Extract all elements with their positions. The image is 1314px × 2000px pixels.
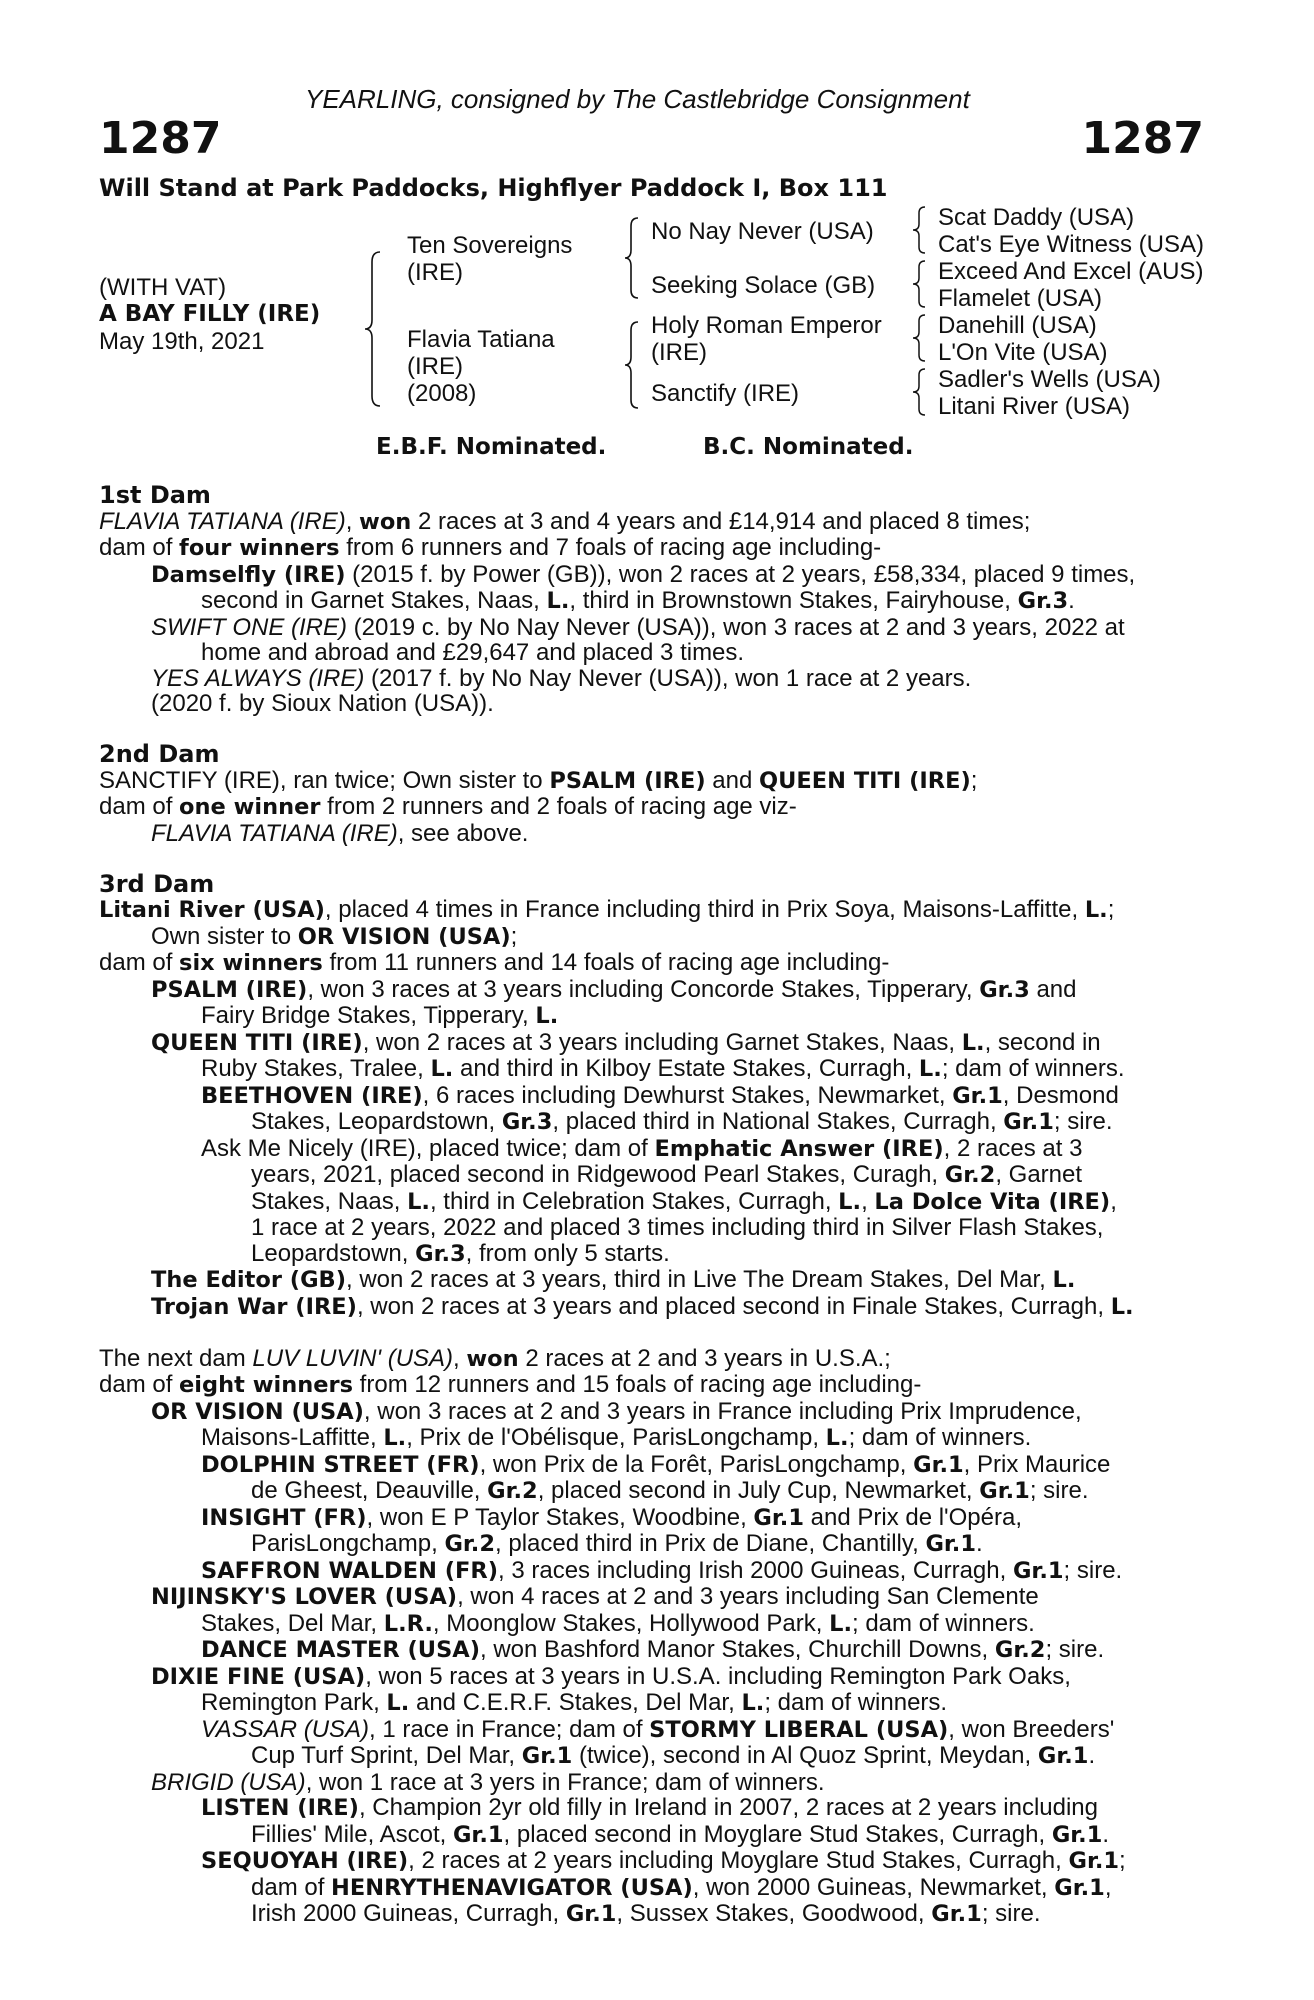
bc-nomination: B.C. Nominated. [703, 434, 914, 460]
bold-run: eight winners [179, 1372, 354, 1398]
text-run: Fillies' Mile, Ascot, [251, 1820, 453, 1848]
text-run: Fairy Bridge Stakes, Tipperary, [201, 1002, 536, 1029]
text-run: , [345, 507, 360, 535]
text-run: , Prix de l'Obélisque, ParisLongchamp, [406, 1424, 826, 1451]
bold-run: SEQUOYAH (IRE) [201, 1848, 409, 1874]
bold-run: won [466, 1345, 519, 1372]
italic-run: LUV LUVIN' (USA) [252, 1344, 454, 1372]
text-run: years, 2021, placed second in Ridgewood Pearl Stakes, Curagh, [251, 1161, 945, 1188]
bold-run: L. [918, 1056, 942, 1082]
text-run: ParisLongchamp, [251, 1530, 445, 1557]
text-run: ; dam of winners. [848, 1424, 1032, 1451]
text-run: , [1104, 1873, 1112, 1901]
text-run: , from only 5 starts. [465, 1239, 670, 1267]
text-line [99, 691, 1205, 717]
sire-name: Ten Sovereigns [407, 232, 573, 259]
text-run: , Champion 2yr old filly in Ireland in 2007, 2 races at 2 years including [358, 1794, 1099, 1821]
bold-run: Gr.2 [444, 1531, 496, 1557]
bold-run: NIJINSKY'S LOVER (USA) [151, 1584, 458, 1610]
bold-run: Gr.3 [501, 1109, 553, 1135]
bold-run: L. [825, 1425, 849, 1451]
text-run: , won Breeders' [948, 1715, 1115, 1743]
text-run: , placed third in Prix de Diane, Chantilly, [495, 1530, 926, 1557]
text-run: (2020 f. by Sioux Nation (USA)). [151, 690, 494, 717]
pedigree-brace [624, 216, 642, 300]
text-run: ; dam of winners. [852, 1609, 1035, 1637]
text-run: , placed second in July Cup, Newmarket, [537, 1477, 980, 1504]
vat-note: (WITH VAT) [99, 274, 227, 301]
text-run: 1 race at 2 years, 2022 and placed 3 times including third in Silver Flash Stakes, [251, 1214, 1104, 1241]
text-run: , third in Brownstown Stakes, Fairyhouse, [569, 587, 1018, 614]
text-run: Cup Turf Sprint, Del Mar, [251, 1742, 522, 1769]
text-run: , Prix Maurice [963, 1450, 1111, 1478]
text-run: dam of [99, 1371, 180, 1398]
text-run: , 2 races at 2 years including Moyglare Stud Stakes, Curragh, [408, 1847, 1069, 1874]
text-run: Irish 2000 Guineas, Curragh, [251, 1900, 566, 1927]
pedigree-brace [624, 320, 642, 410]
text-line [99, 1030, 1205, 1057]
bold-run: Gr.1 [1068, 1848, 1120, 1874]
bold-run: Gr.1 [1037, 1743, 1089, 1769]
ggp-8: Litani River (USA) [938, 393, 1131, 420]
bold-run: L. [407, 1188, 430, 1215]
bold-run: QUEEN TITI (IRE) [759, 767, 971, 794]
text-line [99, 1558, 1205, 1585]
text-run: ; sire. [981, 1900, 1041, 1927]
bold-run: Gr.1 [979, 1478, 1030, 1504]
text-run: . [1088, 1742, 1096, 1769]
text-line [99, 1294, 1205, 1321]
bold-run: L. [546, 588, 570, 614]
text-line [99, 1452, 1205, 1479]
text-line [99, 588, 1205, 615]
text-line [99, 1531, 1205, 1558]
bold-run: six winners [179, 950, 323, 976]
text-run: ; [1107, 896, 1115, 923]
text-run: dam of [99, 793, 180, 820]
text-run: , 3 races including Irish 2000 Guineas, Curragh, [498, 1556, 1013, 1584]
text-run: , 2 races at 3 [943, 1134, 1083, 1162]
text-line [99, 768, 1205, 795]
text-line [99, 1136, 1205, 1163]
bold-run: Emphatic Answer (IRE) [654, 1135, 944, 1162]
text-run: ; sire. [1063, 1556, 1123, 1584]
bold-run: Gr.1 [925, 1531, 977, 1557]
bold-run: Gr.1 [1051, 1821, 1103, 1848]
text-run: 2 races at 2 and 3 years in U.S.A.; [518, 1344, 891, 1372]
text-line [99, 1848, 1205, 1875]
text-run: SANCTIFY (IRE), ran twice; Own sister to [99, 766, 550, 794]
text-run: dam of [251, 1873, 332, 1901]
text-run: , see above. [397, 819, 529, 847]
bold-run: L. [1084, 897, 1108, 923]
bold-run: one winner [179, 794, 321, 820]
text-run: , Moonglow Stakes, Hollywood Park, [432, 1609, 830, 1637]
text-run: , 1 race in France; dam of [369, 1715, 650, 1743]
text-line [99, 1690, 1205, 1717]
text-run: from 12 runners and 15 foals of racing age including- [353, 1371, 922, 1398]
text-run: ; sire. [1045, 1636, 1105, 1663]
text-line [99, 897, 1205, 924]
text-line [99, 1372, 1205, 1399]
text-line [99, 1425, 1205, 1452]
bold-run: Gr.2 [994, 1637, 1046, 1663]
text-run: , won 5 races at 3 years in U.S.A. including Remington Park Oaks, [365, 1662, 1071, 1690]
sire-sire: No Nay Never (USA) [651, 218, 874, 245]
bold-run: L. [430, 1056, 454, 1082]
bold-run: PSALM (IRE) [549, 767, 706, 794]
text-run: Ruby Stakes, Tralee, [201, 1055, 431, 1082]
text-line [99, 1189, 1205, 1216]
bold-run: L. [829, 1610, 852, 1637]
bold-run: Gr.1 [1003, 1109, 1054, 1135]
ggp-4: Flamelet (USA) [938, 285, 1103, 312]
italic-run: VASSAR (USA) [201, 1715, 370, 1743]
italic-run: FLAVIA TATIANA (IRE) [99, 507, 346, 535]
text-line [99, 1003, 1205, 1030]
pedigree-brace [912, 313, 928, 363]
text-run: Stakes, Del Mar, [201, 1609, 384, 1637]
pedigree-brace [912, 259, 928, 309]
text-line [99, 821, 1205, 847]
text-run: , Desmond [1002, 1081, 1119, 1109]
sire-dam: Seeking Solace (GB) [651, 272, 876, 299]
bold-run: L. [1110, 1293, 1134, 1320]
bold-run: Gr.2 [944, 1162, 996, 1188]
text-line [99, 640, 1205, 666]
text-line [99, 977, 1205, 1004]
text-run: , won 2 races at 3 years and placed second in Finale Stakes, Curragh, [356, 1292, 1111, 1320]
text-line [99, 562, 1205, 589]
bold-run: SAFFRON WALDEN (FR) [201, 1557, 499, 1584]
bold-run: Gr.1 [565, 1901, 617, 1927]
bold-run: L. [741, 1690, 765, 1716]
text-run: , [453, 1344, 467, 1372]
text-line [99, 1664, 1205, 1691]
next-dam-text [99, 1346, 1205, 1928]
produce-record [99, 483, 1205, 1928]
bold-run: Gr.2 [487, 1478, 538, 1504]
bold-run: La Dolce Vita (IRE) [874, 1188, 1111, 1215]
bold-run: LISTEN (IRE) [201, 1795, 359, 1821]
text-line [99, 1399, 1205, 1426]
text-run: Own sister to [151, 922, 298, 950]
bold-run: QUEEN TITI (IRE) [151, 1029, 363, 1056]
bold-run: Gr.3 [979, 976, 1030, 1003]
text-run: ; sire. [1053, 1108, 1113, 1135]
bold-run: PSALM (IRE) [151, 976, 308, 1003]
text-run: Leopardstown, [251, 1239, 416, 1267]
dam-foal-year: (2008) [407, 380, 477, 407]
text-run: Ask Me Nicely (IRE), placed twice; dam of [201, 1134, 655, 1162]
text-line [99, 1743, 1205, 1770]
text-run: , won 3 races at 3 years including Concorde Stakes, Tipperary, [307, 975, 980, 1003]
text-line [99, 1056, 1205, 1083]
second-dam-heading: 2nd Dam [99, 740, 220, 768]
pedigree-brace [364, 250, 386, 408]
bold-run: OR VISION (USA) [151, 1398, 364, 1425]
bold-run: Damselfly (IRE) [151, 561, 346, 588]
text-run: . [1102, 1820, 1110, 1848]
text-run: , won Bashford Manor Stakes, Churchill Downs, [479, 1636, 995, 1663]
text-run: , won Prix de la Forêt, ParisLongchamp, [479, 1450, 914, 1478]
sire-country: (IRE) [407, 259, 463, 286]
bold-run: Litani River (USA) [99, 897, 325, 923]
italic-run: YES ALWAYS (IRE) [151, 664, 365, 692]
bold-run: BEETHOVEN (IRE) [201, 1082, 423, 1109]
text-line [99, 1109, 1205, 1136]
text-run: , won 2000 Guineas, Newmarket, [692, 1873, 1055, 1901]
ggp-6: L'On Vite (USA) [938, 339, 1108, 366]
text-line [99, 1083, 1205, 1110]
text-run: , second in [984, 1028, 1101, 1056]
text-line [99, 1875, 1205, 1902]
bold-run: OR VISION (USA) [297, 923, 511, 950]
text-run: (2017 f. by No Nay Never (USA)), won 1 race at 2 years. [364, 664, 972, 692]
bold-run: L. [535, 1003, 559, 1029]
text-run: ; [1119, 1847, 1126, 1874]
text-line [99, 509, 1205, 536]
text-run: and third in Kilboy Estate Stakes, Curragh, [453, 1055, 919, 1082]
text-line [99, 1822, 1205, 1849]
text-run: ; [510, 922, 518, 950]
text-run: , placed 4 times in France including third in Prix Soya, Maisons-Laffitte, [324, 896, 1085, 923]
stabling-location: Will Stand at Park Paddocks, Highflyer Paddock I, Box 111 [99, 174, 888, 202]
text-run: de Gheest, Deauville, [251, 1477, 488, 1504]
text-run: and [705, 766, 760, 794]
bold-run: DOLPHIN STREET (FR) [201, 1451, 480, 1478]
text-run: dam of [99, 534, 180, 561]
italic-run: FLAVIA TATIANA (IRE) [151, 819, 398, 847]
bold-run: Gr.1 [452, 1821, 504, 1848]
bold-run: L.R. [383, 1610, 433, 1637]
bold-run: The Editor (GB) [151, 1267, 346, 1293]
bold-run: HENRYTHENAVIGATOR (USA) [331, 1874, 693, 1901]
text-run: from 2 runners and 2 foals of racing age viz- [320, 793, 797, 820]
text-line [99, 1162, 1205, 1189]
lot-number-left: 1287 [99, 113, 222, 164]
text-run: Stakes, Naas, [251, 1187, 408, 1215]
text-line [99, 535, 1205, 562]
text-run: , won E P Taylor Stakes, Woodbine, [366, 1503, 754, 1531]
text-run: ; sire. [1029, 1477, 1089, 1504]
bold-run: won [359, 508, 412, 535]
text-run: dam of [99, 949, 180, 976]
bold-run: Gr.1 [1054, 1874, 1105, 1901]
ggp-3: Exceed And Excel (AUS) [938, 258, 1204, 285]
text-run: , Sussex Stakes, Goodwood, [616, 1900, 932, 1927]
text-run: Stakes, Leopardstown, [251, 1108, 502, 1135]
text-run: , placed third in National Stakes, Curragh, [552, 1108, 1004, 1135]
text-run: ; dam of winners. [764, 1689, 948, 1716]
text-run: from 11 runners and 14 foals of racing age including- [322, 949, 890, 976]
third-dam-text [99, 897, 1205, 1320]
bold-run: Trojan War (IRE) [151, 1293, 357, 1320]
text-run: The next dam [99, 1344, 253, 1372]
first-dam-heading: 1st Dam [99, 481, 211, 509]
text-line [99, 1241, 1205, 1268]
text-line [99, 1346, 1205, 1373]
dam-name: Flavia Tatiana [407, 326, 555, 353]
text-line [99, 1901, 1205, 1928]
bold-run: Gr.1 [1012, 1557, 1064, 1584]
bold-run: Gr.1 [753, 1504, 804, 1531]
ggp-1: Scat Daddy (USA) [938, 204, 1135, 231]
first-dam-text [99, 509, 1205, 717]
dam-country: (IRE) [407, 353, 463, 380]
dam-sire: Holy Roman Emperor [651, 312, 882, 339]
bold-run: Gr.3 [1017, 588, 1069, 614]
text-line [99, 1267, 1205, 1294]
ggp-5: Danehill (USA) [938, 312, 1097, 339]
text-run: Remington Park, [201, 1689, 387, 1716]
italic-run: BRIGID (USA) [151, 1768, 306, 1796]
bold-run: Gr.3 [415, 1240, 466, 1267]
text-run: . [976, 1530, 983, 1557]
text-run: . [1068, 587, 1075, 614]
bold-run: DANCE MASTER (USA) [201, 1637, 480, 1663]
text-line [99, 1611, 1205, 1638]
text-run: and C.E.R.F. Stakes, Del Mar, [409, 1689, 742, 1716]
pedigree-brace [912, 205, 928, 255]
text-line [99, 666, 1205, 692]
text-run: ; [970, 766, 978, 794]
text-run: , Garnet [995, 1161, 1083, 1188]
text-run: , [861, 1187, 875, 1215]
text-run: home and abroad and £29,647 and placed 3 times. [201, 639, 745, 666]
text-run: 2 races at 3 and 4 years and £14,914 and placed 8 times; [411, 507, 1031, 535]
bold-run: STORMY LIBERAL (USA) [649, 1716, 949, 1743]
foaling-date: May 19th, 2021 [99, 328, 265, 355]
text-run: , placed second in Moyglare Stud Stakes, Curragh, [503, 1820, 1052, 1848]
bold-run: L. [838, 1188, 862, 1215]
text-run: , third in Celebration Stakes, Curragh, [429, 1187, 839, 1215]
text-run: , won 4 races at 2 and 3 years including San Clemente [457, 1583, 1039, 1610]
text-line [99, 1215, 1205, 1241]
text-run: (twice), second in Al Quoz Sprint, Meydan, [572, 1742, 1038, 1769]
dam-dam: Sanctify (IRE) [651, 380, 800, 407]
text-line [99, 1637, 1205, 1664]
consignor-line: YEARLING, consigned by The Castlebridge Consignment [305, 84, 970, 114]
text-run: second in Garnet Stakes, Naas, [201, 587, 547, 614]
text-run: from 6 runners and 7 foals of racing age including- [339, 534, 882, 561]
ggp-7: Sadler's Wells (USA) [938, 366, 1161, 393]
horse-name: A BAY FILLY (IRE) [99, 301, 321, 327]
bold-run: L. [383, 1425, 407, 1451]
text-run: , won 1 race at 3 yers in France; dam of winners. [305, 1768, 825, 1796]
bold-run: four winners [179, 535, 340, 561]
text-line [99, 1795, 1205, 1822]
bold-run: Gr.1 [952, 1082, 1003, 1109]
text-run: ; dam of winners. [941, 1055, 1125, 1082]
bold-run: INSIGHT (FR) [201, 1504, 367, 1531]
bold-run: Gr.1 [521, 1743, 573, 1769]
text-run: and [1029, 975, 1077, 1003]
pedigree-brace [912, 367, 928, 417]
bold-run: DIXIE FINE (USA) [151, 1663, 366, 1690]
text-run: , [1110, 1187, 1117, 1215]
third-dam-heading: 3rd Dam [99, 869, 215, 898]
text-run: Maisons-Laffitte, [201, 1424, 384, 1451]
text-run: (2019 c. by No Nay Never (USA)), won 3 races at 2 and 3 years, 2022 at [346, 613, 1125, 641]
text-line [99, 950, 1205, 977]
text-run: , won 3 races at 2 and 3 years in France including Prix Imprudence, [363, 1397, 1082, 1425]
dam-sire-country: (IRE) [651, 339, 707, 366]
bold-run: Gr.1 [931, 1901, 982, 1927]
text-line [99, 1505, 1205, 1532]
bold-run: L. [961, 1029, 985, 1056]
ebf-nomination: E.B.F. Nominated. [376, 434, 607, 460]
text-line [99, 1584, 1205, 1611]
text-line [99, 924, 1205, 951]
text-line [99, 1717, 1205, 1744]
text-run: , won 2 races at 3 years including Garnet Stakes, Naas, [362, 1028, 962, 1056]
italic-run: SWIFT ONE (IRE) [151, 613, 347, 641]
bold-run: Gr.1 [913, 1451, 964, 1478]
text-line [99, 615, 1205, 641]
text-run: (2015 f. by Power (GB)), won 2 races at 2 years, £58,334, placed 9 times, [345, 560, 1136, 588]
text-run: , won 2 races at 3 years, third in Live The Dream Stakes, Del Mar, [345, 1266, 1053, 1293]
text-line [99, 1770, 1205, 1796]
text-line [99, 794, 1205, 821]
text-line [99, 1478, 1205, 1505]
ggp-2: Cat's Eye Witness (USA) [938, 231, 1204, 258]
text-run: , 6 races including Dewhurst Stakes, Newmarket, [422, 1081, 953, 1109]
bold-run: L. [386, 1690, 410, 1716]
text-run: and Prix de l'Opéra, [803, 1503, 1023, 1531]
second-dam-text [99, 768, 1205, 847]
bold-run: L. [1052, 1267, 1076, 1293]
lot-number-right: 1287 [1081, 113, 1204, 164]
